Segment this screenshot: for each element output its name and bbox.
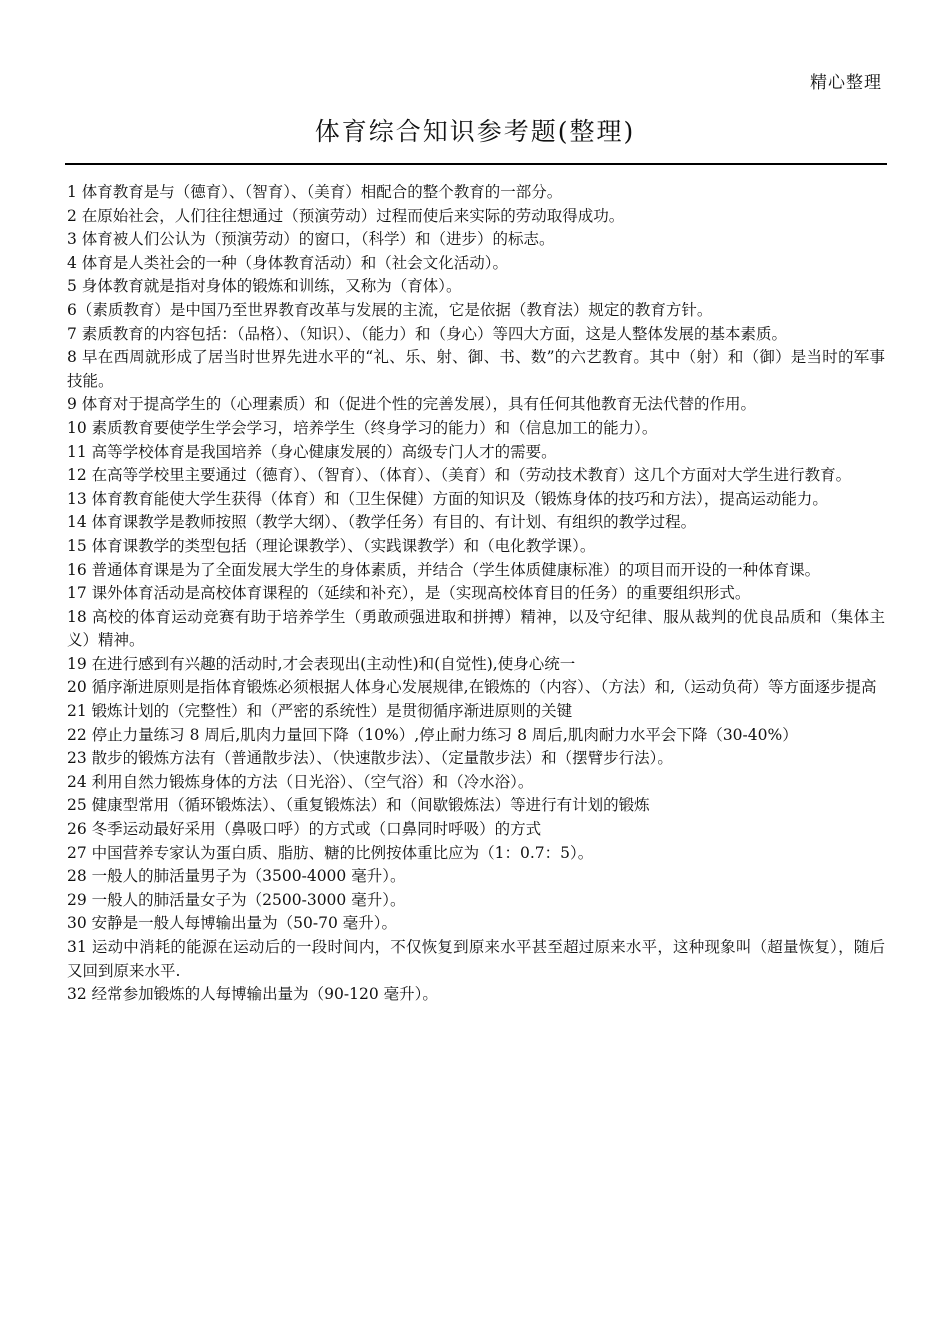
page-title: 体育综合知识参考题(整理): [314, 117, 636, 146]
list-item: 7 素质教育的内容包括：（品格）、（知识）、（能力）和（身心）等四大方面，这是人整体发展的基本素质。: [67, 324, 788, 343]
list-item: 13 体育教育能使大学生获得（体育）和（卫生保健）方面的知识及（锻炼身体的技巧和方法），提高运动能力。: [67, 489, 828, 508]
list-item: 16 普通体育课是为了全面发展大学生的身体素质，并结合（学生体质健康标准）的项目而开设的一种体育课。: [67, 560, 821, 579]
list-item: 15 体育课教学的类型包括（理论课教学）、（实践课教学）和（电化教学课）。: [67, 536, 596, 555]
list-item: 4 体育是人类社会的一种（身体教育活动）和（社会文化活动）。: [67, 253, 509, 272]
list-item: 2 在原始社会，人们往往想通过（预演劳动）过程而使后来实际的劳动取得成功。: [67, 206, 625, 225]
header-note: 精心整理: [810, 73, 882, 93]
list-item: 31 运动中消耗的能源在运动后的一段时间内，不仅恢复到原来水平甚至超过原来水平，这种现象叫（超量恢复），随后又回到原来水平.: [67, 938, 885, 980]
list-item: 25 健康型常用（循环锻炼法）、（重复锻炼法）和（间歇锻炼法）等进行有计划的锻炼: [67, 796, 650, 815]
list-item: 23 散步的锻炼方法有（普通散步法）、（快速散步法）、（定量散步法）和（摆臂步行法）。: [67, 749, 673, 768]
title-divider: [65, 163, 887, 165]
list-item: 27 中国营养专家认为蛋白质、脂肪、糖的比例按体重比应为（1：0.7：5）。: [67, 843, 594, 862]
list-item: 26 冬季运动最好采用（鼻吸口呼）的方式或（口鼻同时呼吸）的方式: [67, 820, 542, 839]
list-item: 8 早在西周就形成了居当时世界先进水平的“礼、乐、射、御、书、数”的六艺教育。其中（射）和（御）是当时的军事技能。: [67, 348, 885, 390]
list-item: 29 一般人的肺活量女子为（2500-3000 毫升）。: [67, 890, 406, 909]
list-item: 5 身体教育就是指对身体的锻炼和训练，又称为（育体）。: [67, 277, 462, 296]
list-item: 1 体育教育是与（德育）、（智育）、（美育）相配合的整个教育的一部分。: [67, 183, 563, 201]
list-item: 19 在进行感到有兴趣的活动时,才会表现出(主动性)和(自觉性),使身心统一: [67, 654, 576, 673]
list-item: 12 在高等学校里主要通过（德育）、（智育）、（体育）、（美育）和（劳动技术教育）这几个方面对大学生进行教育。: [67, 466, 852, 485]
list-item: 28 一般人的肺活量男子为（3500-4000 毫升）。: [67, 867, 406, 886]
list-item: 18 高校的体育运动竞赛有助于培养学生（勇敢顽强进取和拼搏）精神，以及守纪律、服从裁判的优良品质和（集体主义）精神。: [67, 607, 885, 650]
list-item: 21 锻炼计划的（完整性）和（严密的系统性）是贯彻循序渐进原则的关键: [67, 702, 573, 721]
list-item: 3 体育被人们公认为（预演劳动）的窗口，（科学）和（进步）的标志。: [67, 230, 555, 249]
list-item: 9 体育对于提高学生的（心理素质）和（促进个性的完善发展），具有任何其他教育无法代替的作用。: [67, 395, 757, 414]
list-item: 32 经常参加锻炼的人每博输出量为（90-120 毫升）。: [67, 985, 438, 1004]
list-item: 17 课外体育活动是高校体育课程的（延续和补充），是（实现高校体育目的任务）的重要组织形式。: [67, 584, 751, 603]
list-item: 24 利用自然力锻炼身体的方法（日光浴）、（空气浴）和（冷水浴）。: [67, 772, 534, 791]
list-item: 20 循序渐进原则是指体育锻炼必须根据人体身心发展规律,在锻炼的（内容）、（方法）和,（运动负荷）等方面逐步提高: [67, 678, 877, 697]
list-item: 6（素质教育）是中国乃至世界教育改革与发展的主流，它是依据（教育法）规定的教育方针。: [67, 300, 713, 319]
list-item: 30 安静是一般人每博输出量为（50-70 毫升）。: [67, 914, 398, 933]
question-list: [67, 181, 885, 1007]
list-item: 10 素质教育要使学生学会学习，培养学生（终身学习的能力）和（信息加工的能力）。: [67, 418, 658, 437]
list-item: 14 体育课教学是教师按照（教学大纲）、（教学任务）有目的、有计划、有组织的教学过程。: [67, 513, 697, 532]
list-item: 11 高等学校体育是我国培养（身心健康发展的）高级专门人才的需要。: [67, 442, 557, 461]
list-item: 22 停止力量练习 8 周后,肌肉力量回下降（10%）,停止耐力练习 8 周后,肌肉耐力水平会下降（30-40%）: [67, 725, 798, 744]
